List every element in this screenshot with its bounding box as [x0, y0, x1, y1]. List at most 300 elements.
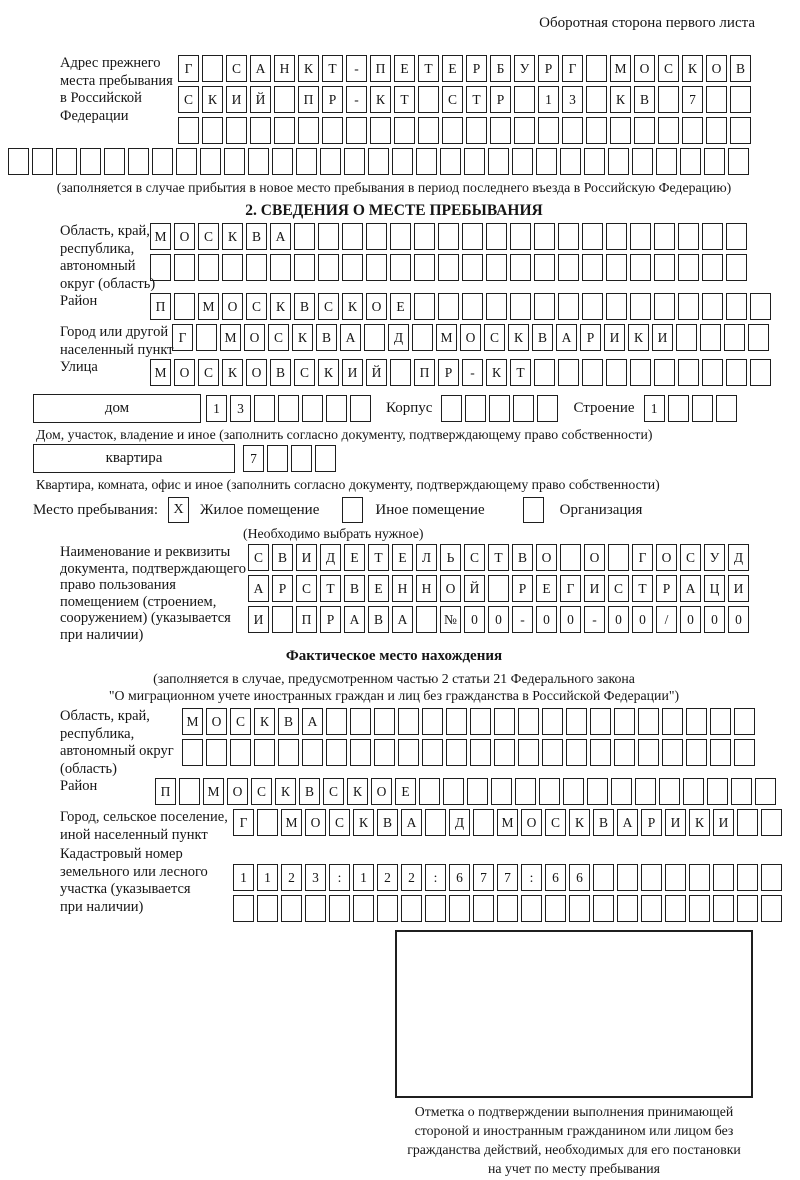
char-cell[interactable]: Й	[366, 359, 387, 386]
char-cell[interactable]	[278, 395, 299, 422]
char-cell[interactable]	[179, 778, 200, 805]
char-cell[interactable]: К	[202, 86, 223, 113]
char-cell[interactable]	[182, 739, 203, 766]
char-cell[interactable]: О	[366, 293, 387, 320]
char-cell[interactable]: М	[182, 708, 203, 735]
char-cell[interactable]: И	[342, 359, 363, 386]
char-cell[interactable]: С	[442, 86, 463, 113]
char-cell[interactable]: 1	[538, 86, 559, 113]
char-cell[interactable]: С	[318, 293, 339, 320]
char-cell[interactable]: Р	[320, 606, 341, 633]
char-cell[interactable]	[473, 895, 494, 922]
char-cell[interactable]: -	[462, 359, 483, 386]
char-cell[interactable]: О	[246, 359, 267, 386]
char-cell[interactable]: 7	[682, 86, 703, 113]
char-cell[interactable]	[401, 895, 422, 922]
char-cell[interactable]	[318, 223, 339, 250]
char-cell[interactable]	[274, 117, 295, 144]
char-cell[interactable]	[226, 117, 247, 144]
char-cell[interactable]	[390, 254, 411, 281]
char-cell[interactable]: А	[250, 55, 271, 82]
char-cell[interactable]: Й	[464, 575, 485, 602]
char-cell[interactable]	[586, 117, 607, 144]
char-cell[interactable]: О	[460, 324, 481, 351]
char-cell[interactable]	[514, 117, 535, 144]
char-cell[interactable]: К	[689, 809, 710, 836]
char-cell[interactable]	[730, 86, 751, 113]
char-cell[interactable]	[438, 223, 459, 250]
char-cell[interactable]	[702, 359, 723, 386]
char-cell[interactable]: А	[556, 324, 577, 351]
char-cell[interactable]: М	[150, 359, 171, 386]
char-cell[interactable]	[558, 293, 579, 320]
char-cell[interactable]	[608, 544, 629, 571]
char-cell[interactable]	[584, 148, 605, 175]
char-cell[interactable]: В	[272, 544, 293, 571]
char-cell[interactable]: К	[298, 55, 319, 82]
char-cell[interactable]	[536, 148, 557, 175]
char-cell[interactable]: 3	[230, 395, 251, 422]
char-cell[interactable]	[630, 293, 651, 320]
char-cell[interactable]	[278, 739, 299, 766]
char-cell[interactable]	[689, 864, 710, 891]
char-cell[interactable]: О	[706, 55, 727, 82]
char-cell[interactable]	[704, 148, 725, 175]
char-cell[interactable]: О	[656, 544, 677, 571]
char-cell[interactable]	[291, 445, 312, 472]
char-cell[interactable]	[198, 254, 219, 281]
char-cell[interactable]: О	[584, 544, 605, 571]
char-cell[interactable]	[614, 739, 635, 766]
char-cell[interactable]	[298, 117, 319, 144]
char-cell[interactable]: А	[680, 575, 701, 602]
char-cell[interactable]: К	[270, 293, 291, 320]
char-cell[interactable]	[394, 117, 415, 144]
char-cell[interactable]: В	[270, 359, 291, 386]
char-cell[interactable]: С	[680, 544, 701, 571]
char-cell[interactable]: :	[425, 864, 446, 891]
char-cell[interactable]: Т	[394, 86, 415, 113]
char-cell[interactable]	[582, 293, 603, 320]
char-cell[interactable]: Т	[632, 575, 653, 602]
char-cell[interactable]	[368, 148, 389, 175]
char-cell[interactable]: М	[220, 324, 241, 351]
char-cell[interactable]: С	[545, 809, 566, 836]
char-cell[interactable]: Т	[488, 544, 509, 571]
char-cell[interactable]: И	[713, 809, 734, 836]
char-cell[interactable]: :	[521, 864, 542, 891]
char-cell[interactable]: В	[246, 223, 267, 250]
char-cell[interactable]: А	[340, 324, 361, 351]
char-cell[interactable]: 0	[632, 606, 653, 633]
char-cell[interactable]	[272, 606, 293, 633]
char-cell[interactable]	[422, 708, 443, 735]
checkbox-org[interactable]	[523, 497, 544, 523]
char-cell[interactable]	[563, 778, 584, 805]
char-cell[interactable]: П	[414, 359, 435, 386]
char-cell[interactable]	[545, 895, 566, 922]
char-cell[interactable]: О	[174, 359, 195, 386]
char-cell[interactable]: 1	[257, 864, 278, 891]
char-cell[interactable]	[322, 117, 343, 144]
char-cell[interactable]	[582, 254, 603, 281]
char-cell[interactable]: С	[230, 708, 251, 735]
char-cell[interactable]	[425, 895, 446, 922]
char-cell[interactable]	[497, 895, 518, 922]
char-cell[interactable]	[617, 895, 638, 922]
char-cell[interactable]	[608, 148, 629, 175]
char-cell[interactable]: О	[371, 778, 392, 805]
char-cell[interactable]: :	[329, 864, 350, 891]
char-cell[interactable]	[560, 148, 581, 175]
char-cell[interactable]	[638, 739, 659, 766]
char-cell[interactable]	[248, 148, 269, 175]
char-cell[interactable]	[80, 148, 101, 175]
char-cell[interactable]	[128, 148, 149, 175]
char-cell[interactable]	[510, 223, 531, 250]
checkbox-zhiloe[interactable]: X	[168, 497, 189, 523]
char-cell[interactable]: 1	[353, 864, 374, 891]
char-cell[interactable]	[726, 359, 747, 386]
char-cell[interactable]	[206, 739, 227, 766]
char-cell[interactable]	[514, 86, 535, 113]
char-cell[interactable]: Е	[392, 544, 413, 571]
char-cell[interactable]	[542, 708, 563, 735]
char-cell[interactable]	[490, 117, 511, 144]
char-cell[interactable]: 0	[608, 606, 629, 633]
char-cell[interactable]	[305, 895, 326, 922]
char-cell[interactable]	[558, 254, 579, 281]
char-cell[interactable]: 7	[473, 864, 494, 891]
char-cell[interactable]: М	[150, 223, 171, 250]
char-cell[interactable]	[414, 223, 435, 250]
char-cell[interactable]: Б	[490, 55, 511, 82]
char-cell[interactable]: Т	[322, 55, 343, 82]
char-cell[interactable]	[518, 739, 539, 766]
char-cell[interactable]	[296, 148, 317, 175]
char-cell[interactable]	[302, 739, 323, 766]
char-cell[interactable]: 3	[562, 86, 583, 113]
char-cell[interactable]	[606, 293, 627, 320]
char-cell[interactable]	[364, 324, 385, 351]
char-cell[interactable]	[326, 739, 347, 766]
char-cell[interactable]: 1	[206, 395, 227, 422]
char-cell[interactable]	[344, 148, 365, 175]
char-cell[interactable]	[606, 223, 627, 250]
char-cell[interactable]: Е	[536, 575, 557, 602]
char-cell[interactable]: И	[584, 575, 605, 602]
char-cell[interactable]: 0	[728, 606, 749, 633]
char-cell[interactable]	[731, 778, 752, 805]
char-cell[interactable]	[630, 254, 651, 281]
char-cell[interactable]	[610, 117, 631, 144]
char-cell[interactable]: -	[346, 55, 367, 82]
char-cell[interactable]	[680, 148, 701, 175]
char-cell[interactable]	[462, 223, 483, 250]
char-cell[interactable]	[558, 359, 579, 386]
char-cell[interactable]	[569, 895, 590, 922]
char-cell[interactable]	[706, 86, 727, 113]
char-cell[interactable]: А	[302, 708, 323, 735]
char-cell[interactable]: К	[682, 55, 703, 82]
char-cell[interactable]: О	[206, 708, 227, 735]
char-cell[interactable]: В	[278, 708, 299, 735]
char-cell[interactable]	[748, 324, 769, 351]
char-cell[interactable]: 0	[560, 606, 581, 633]
char-cell[interactable]	[422, 739, 443, 766]
char-cell[interactable]	[586, 86, 607, 113]
char-cell[interactable]: Е	[395, 778, 416, 805]
char-cell[interactable]: Д	[388, 324, 409, 351]
char-cell[interactable]: Г	[562, 55, 583, 82]
char-cell[interactable]	[510, 254, 531, 281]
char-cell[interactable]: Т	[466, 86, 487, 113]
char-cell[interactable]	[174, 254, 195, 281]
char-cell[interactable]: С	[198, 359, 219, 386]
char-cell[interactable]: М	[198, 293, 219, 320]
char-cell[interactable]: /	[656, 606, 677, 633]
char-cell[interactable]: И	[296, 544, 317, 571]
char-cell[interactable]: В	[316, 324, 337, 351]
char-cell[interactable]: М	[497, 809, 518, 836]
char-cell[interactable]: К	[275, 778, 296, 805]
char-cell[interactable]: Р	[512, 575, 533, 602]
char-cell[interactable]: Н	[416, 575, 437, 602]
char-cell[interactable]	[656, 148, 677, 175]
char-cell[interactable]	[370, 117, 391, 144]
char-cell[interactable]: И	[728, 575, 749, 602]
char-cell[interactable]	[706, 117, 727, 144]
char-cell[interactable]	[257, 895, 278, 922]
char-cell[interactable]: С	[464, 544, 485, 571]
char-cell[interactable]	[494, 739, 515, 766]
char-cell[interactable]	[398, 739, 419, 766]
char-cell[interactable]: Д	[320, 544, 341, 571]
char-cell[interactable]	[414, 254, 435, 281]
char-cell[interactable]: Г	[560, 575, 581, 602]
char-cell[interactable]	[488, 575, 509, 602]
char-cell[interactable]: 0	[680, 606, 701, 633]
char-cell[interactable]	[442, 117, 463, 144]
char-cell[interactable]	[446, 739, 467, 766]
char-cell[interactable]	[534, 254, 555, 281]
char-cell[interactable]: С	[296, 575, 317, 602]
char-cell[interactable]: Ц	[704, 575, 725, 602]
char-cell[interactable]: И	[226, 86, 247, 113]
char-cell[interactable]: К	[486, 359, 507, 386]
char-cell[interactable]	[465, 395, 486, 422]
char-cell[interactable]	[582, 223, 603, 250]
char-cell[interactable]	[654, 223, 675, 250]
char-cell[interactable]: С	[329, 809, 350, 836]
char-cell[interactable]: А	[401, 809, 422, 836]
char-cell[interactable]	[254, 739, 275, 766]
char-cell[interactable]	[326, 708, 347, 735]
char-cell[interactable]	[353, 895, 374, 922]
char-cell[interactable]: М	[436, 324, 457, 351]
char-cell[interactable]	[750, 293, 771, 320]
char-cell[interactable]	[488, 148, 509, 175]
char-cell[interactable]: С	[251, 778, 272, 805]
char-cell[interactable]	[582, 359, 603, 386]
char-cell[interactable]: 6	[545, 864, 566, 891]
char-cell[interactable]	[587, 778, 608, 805]
char-cell[interactable]: Р	[656, 575, 677, 602]
char-cell[interactable]	[726, 254, 747, 281]
char-cell[interactable]	[392, 148, 413, 175]
char-cell[interactable]	[346, 117, 367, 144]
char-cell[interactable]	[466, 117, 487, 144]
char-cell[interactable]	[728, 148, 749, 175]
char-cell[interactable]	[668, 395, 689, 422]
char-cell[interactable]: О	[521, 809, 542, 836]
char-cell[interactable]	[560, 544, 581, 571]
char-cell[interactable]: В	[532, 324, 553, 351]
char-cell[interactable]: С	[178, 86, 199, 113]
char-cell[interactable]	[534, 223, 555, 250]
char-cell[interactable]: В	[294, 293, 315, 320]
char-cell[interactable]: В	[299, 778, 320, 805]
char-cell[interactable]: К	[508, 324, 529, 351]
char-cell[interactable]	[374, 708, 395, 735]
char-cell[interactable]	[538, 117, 559, 144]
char-cell[interactable]	[654, 293, 675, 320]
char-cell[interactable]	[590, 739, 611, 766]
char-cell[interactable]: К	[628, 324, 649, 351]
char-cell[interactable]	[377, 895, 398, 922]
char-cell[interactable]	[726, 223, 747, 250]
char-cell[interactable]	[270, 254, 291, 281]
char-cell[interactable]: С	[246, 293, 267, 320]
char-cell[interactable]: Н	[392, 575, 413, 602]
char-cell[interactable]	[32, 148, 53, 175]
char-cell[interactable]	[614, 708, 635, 735]
char-cell[interactable]	[539, 778, 560, 805]
char-cell[interactable]	[390, 223, 411, 250]
char-cell[interactable]	[534, 359, 555, 386]
char-cell[interactable]	[416, 606, 437, 633]
char-cell[interactable]: Т	[510, 359, 531, 386]
char-cell[interactable]	[726, 293, 747, 320]
char-cell[interactable]	[654, 359, 675, 386]
char-cell[interactable]	[174, 293, 195, 320]
char-cell[interactable]	[342, 223, 363, 250]
char-cell[interactable]	[692, 395, 713, 422]
char-cell[interactable]	[689, 895, 710, 922]
char-cell[interactable]	[462, 293, 483, 320]
char-cell[interactable]	[678, 293, 699, 320]
char-cell[interactable]	[632, 148, 653, 175]
char-cell[interactable]: Р	[538, 55, 559, 82]
char-cell[interactable]: Р	[438, 359, 459, 386]
char-cell[interactable]: О	[440, 575, 461, 602]
char-cell[interactable]	[390, 359, 411, 386]
char-cell[interactable]	[654, 254, 675, 281]
char-cell[interactable]: О	[244, 324, 265, 351]
char-cell[interactable]: В	[368, 606, 389, 633]
char-cell[interactable]: 7	[497, 864, 518, 891]
char-cell[interactable]	[222, 254, 243, 281]
char-cell[interactable]	[593, 864, 614, 891]
char-cell[interactable]	[724, 324, 745, 351]
char-cell[interactable]: 0	[704, 606, 725, 633]
char-cell[interactable]	[606, 359, 627, 386]
char-cell[interactable]: 1	[233, 864, 254, 891]
char-cell[interactable]	[486, 254, 507, 281]
char-cell[interactable]: Г	[178, 55, 199, 82]
char-cell[interactable]: Е	[394, 55, 415, 82]
char-cell[interactable]	[734, 739, 755, 766]
char-cell[interactable]: Р	[466, 55, 487, 82]
char-cell[interactable]	[250, 117, 271, 144]
char-cell[interactable]: 2	[281, 864, 302, 891]
char-cell[interactable]: И	[604, 324, 625, 351]
char-cell[interactable]	[320, 148, 341, 175]
char-cell[interactable]: Г	[172, 324, 193, 351]
char-cell[interactable]: Е	[344, 544, 365, 571]
char-cell[interactable]	[494, 708, 515, 735]
char-cell[interactable]	[178, 117, 199, 144]
char-cell[interactable]: Ь	[440, 544, 461, 571]
char-cell[interactable]	[329, 895, 350, 922]
char-cell[interactable]	[586, 55, 607, 82]
char-cell[interactable]: В	[344, 575, 365, 602]
char-cell[interactable]	[294, 254, 315, 281]
char-cell[interactable]: П	[298, 86, 319, 113]
char-cell[interactable]: К	[610, 86, 631, 113]
char-cell[interactable]	[418, 86, 439, 113]
char-cell[interactable]: С	[268, 324, 289, 351]
char-cell[interactable]	[438, 293, 459, 320]
char-cell[interactable]	[658, 117, 679, 144]
char-cell[interactable]	[630, 359, 651, 386]
char-cell[interactable]	[730, 117, 751, 144]
char-cell[interactable]	[104, 148, 125, 175]
char-cell[interactable]	[761, 864, 782, 891]
char-cell[interactable]: П	[296, 606, 317, 633]
char-cell[interactable]	[152, 148, 173, 175]
char-cell[interactable]: Д	[728, 544, 749, 571]
char-cell[interactable]	[366, 254, 387, 281]
char-cell[interactable]: О	[536, 544, 557, 571]
char-cell[interactable]	[489, 395, 510, 422]
char-cell[interactable]: С	[294, 359, 315, 386]
char-cell[interactable]: И	[652, 324, 673, 351]
char-cell[interactable]	[510, 293, 531, 320]
char-cell[interactable]: С	[248, 544, 269, 571]
char-cell[interactable]	[521, 895, 542, 922]
char-cell[interactable]: О	[227, 778, 248, 805]
char-cell[interactable]: Й	[250, 86, 271, 113]
char-cell[interactable]: О	[634, 55, 655, 82]
char-cell[interactable]	[537, 395, 558, 422]
char-cell[interactable]	[638, 708, 659, 735]
char-cell[interactable]: Р	[272, 575, 293, 602]
char-cell[interactable]: Т	[368, 544, 389, 571]
char-cell[interactable]: У	[514, 55, 535, 82]
char-cell[interactable]: А	[248, 575, 269, 602]
checkbox-inoe[interactable]	[342, 497, 363, 523]
char-cell[interactable]	[686, 739, 707, 766]
char-cell[interactable]: М	[281, 809, 302, 836]
char-cell[interactable]: Т	[320, 575, 341, 602]
char-cell[interactable]: В	[512, 544, 533, 571]
char-cell[interactable]	[707, 778, 728, 805]
char-cell[interactable]: 6	[449, 864, 470, 891]
char-cell[interactable]: В	[377, 809, 398, 836]
char-cell[interactable]	[491, 778, 512, 805]
char-cell[interactable]: С	[658, 55, 679, 82]
